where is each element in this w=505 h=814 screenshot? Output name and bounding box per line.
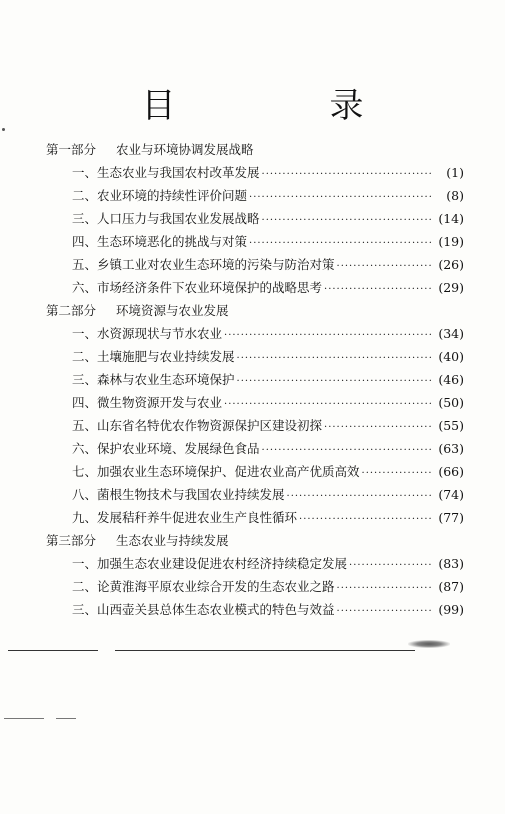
part-number: 第一部分 bbox=[46, 142, 97, 157]
leader-dots bbox=[337, 600, 432, 623]
part-name: 农业与环境协调发展战略 bbox=[116, 142, 254, 157]
table-of-contents bbox=[46, 138, 464, 621]
leader-dots bbox=[337, 577, 432, 600]
leader-dots bbox=[262, 163, 432, 186]
toc-entry[interactable] bbox=[46, 391, 464, 414]
entry-page: (87) bbox=[438, 579, 464, 594]
leader-dots bbox=[287, 485, 432, 508]
leader-dots bbox=[249, 186, 432, 209]
entry-title: 一、加强生态农业建设促进农村经济持续稳定发展 bbox=[72, 556, 348, 571]
part-name: 环境资源与农业发展 bbox=[116, 303, 229, 318]
leader-dots bbox=[237, 347, 432, 370]
entry-page: (29) bbox=[438, 280, 464, 295]
toc-entry[interactable] bbox=[46, 460, 464, 483]
scan-speck bbox=[2, 128, 5, 131]
entry-page: (46) bbox=[438, 372, 464, 387]
entry-title: 五、山东省名特优农作物资源保护区建设初探 bbox=[72, 418, 323, 433]
leader-dots bbox=[349, 554, 432, 577]
entry-title: 二、论黄淮海平原农业综合开发的生态农业之路 bbox=[72, 579, 335, 594]
entry-title: 九、发展秸秆养牛促进农业生产良性循环 bbox=[72, 510, 298, 525]
toc-entry[interactable] bbox=[46, 253, 464, 276]
toc-entry[interactable] bbox=[46, 368, 464, 391]
leader-dots bbox=[224, 324, 432, 347]
toc-entry[interactable] bbox=[46, 506, 464, 529]
leader-dots bbox=[262, 439, 432, 462]
toc-entry[interactable] bbox=[46, 276, 464, 299]
entry-page: (1) bbox=[446, 165, 464, 180]
leader-dots bbox=[224, 393, 432, 416]
entry-page: (14) bbox=[438, 211, 464, 226]
entry-page: (26) bbox=[438, 257, 464, 272]
entry-title: 六、保护农业环境、发展绿色食品 bbox=[72, 441, 260, 456]
page-title: 目 录 bbox=[141, 86, 424, 126]
part-number: 第二部分 bbox=[46, 303, 97, 318]
leader-dots bbox=[262, 209, 432, 232]
toc-entry[interactable] bbox=[46, 598, 464, 621]
entry-page: (8) bbox=[446, 188, 464, 203]
toc-entry[interactable] bbox=[46, 414, 464, 437]
entry-title: 四、微生物资源开发与农业 bbox=[72, 395, 223, 410]
leader-dots bbox=[337, 255, 432, 278]
part-heading-2 bbox=[46, 299, 464, 322]
part-name: 生态农业与持续发展 bbox=[116, 533, 229, 548]
leader-dots bbox=[249, 232, 432, 255]
scan-rule-line bbox=[115, 650, 415, 651]
entry-title: 七、加强农业生态环境保护、促进农业高产优质高效 bbox=[72, 464, 360, 479]
toc-entry[interactable] bbox=[46, 437, 464, 460]
entry-page: (77) bbox=[438, 510, 464, 525]
entry-title: 六、市场经济条件下农业环境保护的战略思考 bbox=[72, 280, 323, 295]
toc-entry[interactable] bbox=[46, 575, 464, 598]
toc-entry[interactable] bbox=[46, 161, 464, 184]
part-heading-1 bbox=[46, 138, 464, 161]
leader-dots bbox=[237, 370, 432, 393]
entry-page: (66) bbox=[438, 464, 464, 479]
entry-page: (74) bbox=[438, 487, 464, 502]
entry-title: 八、菌根生物技术与我国农业持续发展 bbox=[72, 487, 285, 502]
scan-rule-line bbox=[8, 650, 98, 651]
entry-title: 三、山西壶关县总体生态农业模式的特色与效益 bbox=[72, 602, 335, 617]
entry-page: (19) bbox=[438, 234, 464, 249]
entry-page: (99) bbox=[438, 602, 464, 617]
leader-dots bbox=[324, 416, 432, 439]
toc-entry[interactable] bbox=[46, 483, 464, 506]
toc-entry[interactable] bbox=[46, 322, 464, 345]
toc-entry[interactable] bbox=[46, 230, 464, 253]
entry-page: (40) bbox=[438, 349, 464, 364]
toc-entry[interactable] bbox=[46, 184, 464, 207]
scan-smudge bbox=[408, 640, 450, 648]
scan-rule-line bbox=[56, 718, 76, 719]
entry-page: (83) bbox=[438, 556, 464, 571]
entry-title: 四、生态环境恶化的挑战与对策 bbox=[72, 234, 248, 249]
leader-dots bbox=[324, 278, 432, 301]
leader-dots bbox=[362, 462, 432, 485]
entry-title: 一、水资源现状与节水农业 bbox=[72, 326, 223, 341]
scan-rule-line bbox=[4, 718, 44, 719]
entry-title: 三、人口压力与我国农业发展战略 bbox=[72, 211, 260, 226]
toc-entry[interactable] bbox=[46, 552, 464, 575]
entry-title: 二、农业环境的持续性评价问题 bbox=[72, 188, 248, 203]
entry-title: 二、土壤施肥与农业持续发展 bbox=[72, 349, 235, 364]
toc-entry[interactable] bbox=[46, 345, 464, 368]
entry-page: (63) bbox=[438, 441, 464, 456]
part-heading-3 bbox=[46, 529, 464, 552]
entry-title: 三、森林与农业生态环境保护 bbox=[72, 372, 235, 387]
entry-page: (34) bbox=[438, 326, 464, 341]
toc-entry[interactable] bbox=[46, 207, 464, 230]
entry-title: 一、生态农业与我国农村改革发展 bbox=[72, 165, 260, 180]
entry-title: 五、乡镇工业对农业生态环境的污染与防治对策 bbox=[72, 257, 335, 272]
leader-dots bbox=[299, 508, 432, 531]
entry-page: (50) bbox=[438, 395, 464, 410]
part-number: 第三部分 bbox=[46, 533, 97, 548]
entry-page: (55) bbox=[438, 418, 464, 433]
